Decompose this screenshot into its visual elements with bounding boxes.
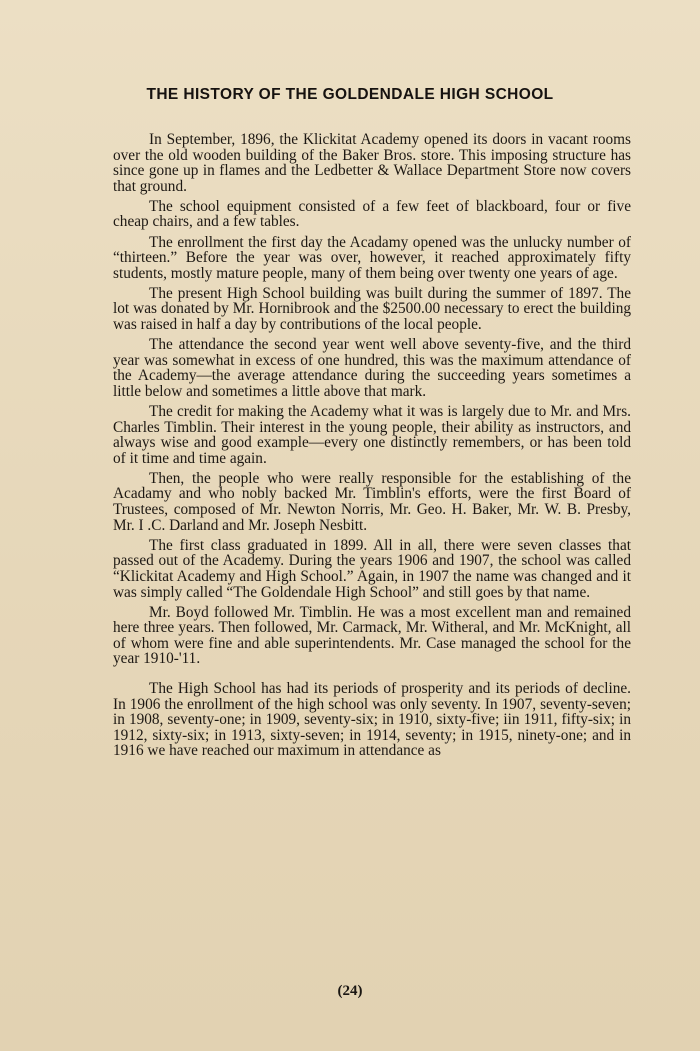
paragraph: The first class graduated in 1899. All in all, there were seven classes that passed out of the Academy. During the years 1906 and 1907, the school was called “Klickitat Academy and High School.” Again, in 1907 the name was changed and it was simply called “The Goldendale High School” and still goes by that name. [113, 536, 631, 601]
paragraph: Then, the people who were really responsible for the establishing of the Acadamy and who nobly backed Mr. Timblin's efforts, were the first Board of Trustees, composed of Mr. Newton Norris, Mr. Geo. H. Baker, Mr. W. B. Presby, Mr. I .C. Darland and Mr. Joseph Nesbitt. [113, 469, 631, 534]
paragraph: The school equipment consisted of a few feet of blackboard, four or five cheap chairs, and a few tables. [113, 197, 631, 231]
paragraph: The High School has had its periods of prosperity and its periods of decline. In 1906 the enrollment of the high school was only seventy. In 1907, seventy-seven; in 1908, seventy-one; in 1909, seventy-six; in 1910, sixty-five; iin 1911, fifty-six; in 1912, sixty-six; in 1913, sixty-seven; in 1914, seventy; in 1915, ninety-one; and in 1916 we have reached our maximum in attendance as [113, 680, 631, 760]
page-number: (24) [337, 983, 363, 999]
page-title: THE HISTORY OF THE GOLDENDALE HIGH SCHOOL [146, 86, 554, 103]
paragraph: The present High School building was built during the summer of 1897. The lot was donated by Mr. Hornibrook and the $2500.00 necessary to erect the building was raised in half a day by contributions of the local people. [113, 284, 631, 334]
paragraph: The credit for making the Academy what it was is largely due to Mr. and Mrs. Charles Timblin. Their interest in the young people, their ability as instructors, and always wise and good example—every one distinctly remembers, or has been told of it time and time again. [113, 403, 631, 467]
paragraph: Mr. Boyd followed Mr. Timblin. He was a most excellent man and remained here three years. Then followed, Mr. Carmack, Mr. Witheral, and Mr. McKnight, all of whom were fine and able superintendents. Mr. Case managed the school for the year 1910-'11. [113, 603, 631, 668]
body-text [113, 132, 631, 763]
paragraph: The enrollment the first day the Acadamy opened was the unlucky number of “thirteen.” Before the year was over, however, it reached approximately fifty students, mostly mature people, many of them being over twenty one years of age. [113, 233, 631, 282]
paragraph: In September, 1896, the Klickitat Academy opened its doors in vacant rooms over the old wooden building of the Baker Bros. store. This imposing structure has since gone up in flames and the Ledbetter & Wallace Department Store now covers that ground. [113, 131, 631, 195]
paragraph: The attendance the second year went well above seventy-five, and the third year was somewhat in excess of one hundred, this was the maximum attendance of the Academy—the average attendance during the succeeding years sometimes a little below and sometimes a little above that mark. [113, 336, 631, 400]
